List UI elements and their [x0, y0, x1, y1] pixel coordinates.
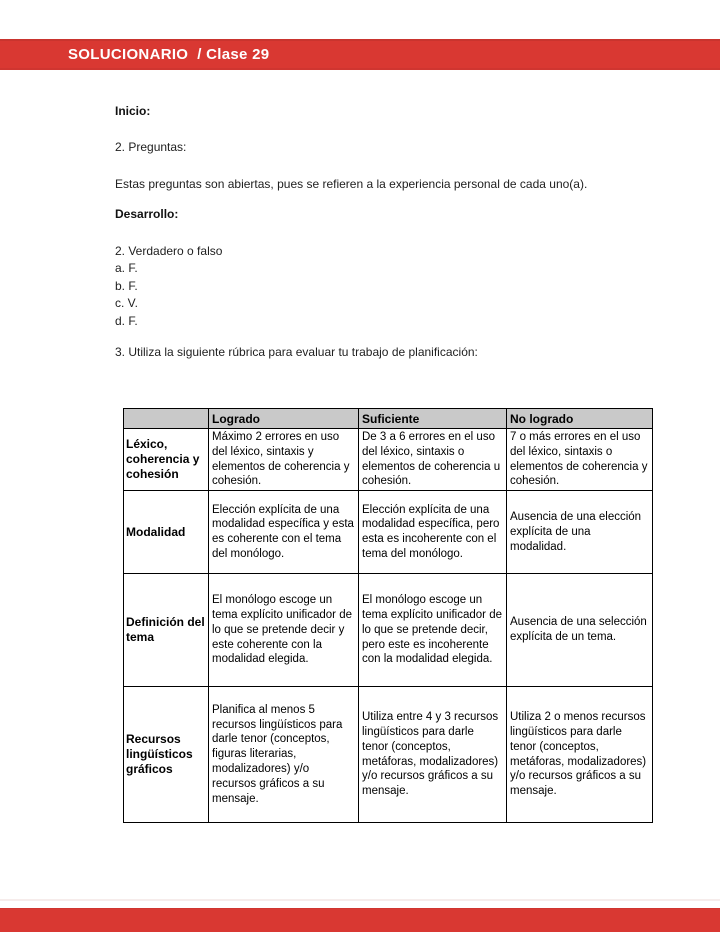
rubric-intro: 3. Utiliza la siguiente rúbrica para evaluar tu trabajo de planificación: [115, 345, 478, 359]
footer-divider [0, 899, 720, 901]
rubric-cell-lexico-suficiente: De 3 a 6 errores en el uso del léxico, sintaxis o elementos de coherencia u cohesión. [359, 429, 507, 491]
rubric-col-no-logrado: No logrado [507, 409, 653, 429]
vf-answer-a: a. F. [115, 261, 138, 276]
rubric-cell-modalidad-logrado: Elección explícita de una modalidad específica y esta es coherente con el tema del monólogo. [209, 491, 359, 574]
inicio-heading: Inicio: [115, 104, 151, 118]
rubric-row-label: Recursos lingüísticos gráficos [124, 687, 209, 823]
rubric-header-row [124, 409, 653, 429]
footer-bar [0, 908, 720, 932]
vf-answer-b: b. F. [115, 278, 138, 293]
rubric-cell-modalidad-no-logrado: Ausencia de una elección explícita de una modalidad. [507, 491, 653, 574]
preguntas-heading: 2. Preguntas: [115, 140, 187, 154]
rubric-row-label: Definición del tema [124, 574, 209, 687]
page-title: SOLUCIONARIO / Clase 29 [68, 46, 270, 63]
rubric-row-lexico [124, 429, 653, 491]
rubric-row-label: Léxico, coherencia y cohesión [124, 429, 209, 491]
rubric-cell-lexico-no-logrado: 7 o más errores en el uso del léxico, sintaxis o elementos de coherencia y cohesión. [507, 429, 653, 491]
rubric-cell-definicion-no-logrado: Ausencia de una selección explícita de un tema. [507, 574, 653, 687]
desarrollo-heading: Desarrollo: [115, 207, 179, 221]
rubric-cell-recursos-suficiente: Utiliza entre 4 y 3 recursos lingüísticos para darle tenor (conceptos, metáforas, modalizadores) y/o recursos gráficos a su mensaje. [359, 687, 507, 823]
vf-heading: 2. Verdadero o falso [115, 244, 223, 258]
rubric-table [123, 408, 653, 823]
rubric-row-definicion [124, 574, 653, 687]
rubric-cell-recursos-logrado: Planifica al menos 5 recursos lingüísticos para darle tenor (conceptos, figuras literarias, modalizadores) y/o recursos gráficos a su mensaje. [209, 687, 359, 823]
rubric-col-suficiente: Suficiente [359, 409, 507, 429]
rubric-row-recursos [124, 687, 653, 823]
rubric-cell-lexico-logrado: Máximo 2 errores en uso del léxico, sintaxis y elementos de coherencia y cohesión. [209, 429, 359, 491]
rubric-cell-definicion-suficiente: El monólogo escoge un tema explícito unificador de lo que se pretende decir, pero este es incoherente con la modalidad elegida. [359, 574, 507, 687]
rubric-row-modalidad [124, 491, 653, 574]
vf-answer-d: d. F. [115, 313, 138, 328]
rubric-cell-modalidad-suficiente: Elección explícita de una modalidad específica, pero esta es incoherente con el tema del monólogo. [359, 491, 507, 574]
rubric-cell-definicion-logrado: El monólogo escoge un tema explícito unificador de lo que se pretende decir y este coherente con la modalidad elegida. [209, 574, 359, 687]
preguntas-answer: Estas preguntas son abiertas, pues se refieren a la experiencia personal de cada uno(a). [115, 177, 588, 191]
rubric-col-logrado: Logrado [209, 409, 359, 429]
verdadero-falso-block [115, 243, 660, 330]
header-bar [0, 39, 720, 70]
rubric-corner-cell [124, 409, 209, 429]
rubric-row-label: Modalidad [124, 491, 209, 574]
rubric-cell-recursos-no-logrado: Utiliza 2 o menos recursos lingüísticos para darle tenor (conceptos, metáforas, modalizadores) y/o recursos gráficos a su mensaje. [507, 687, 653, 823]
vf-answer-c: c. V. [115, 296, 138, 311]
